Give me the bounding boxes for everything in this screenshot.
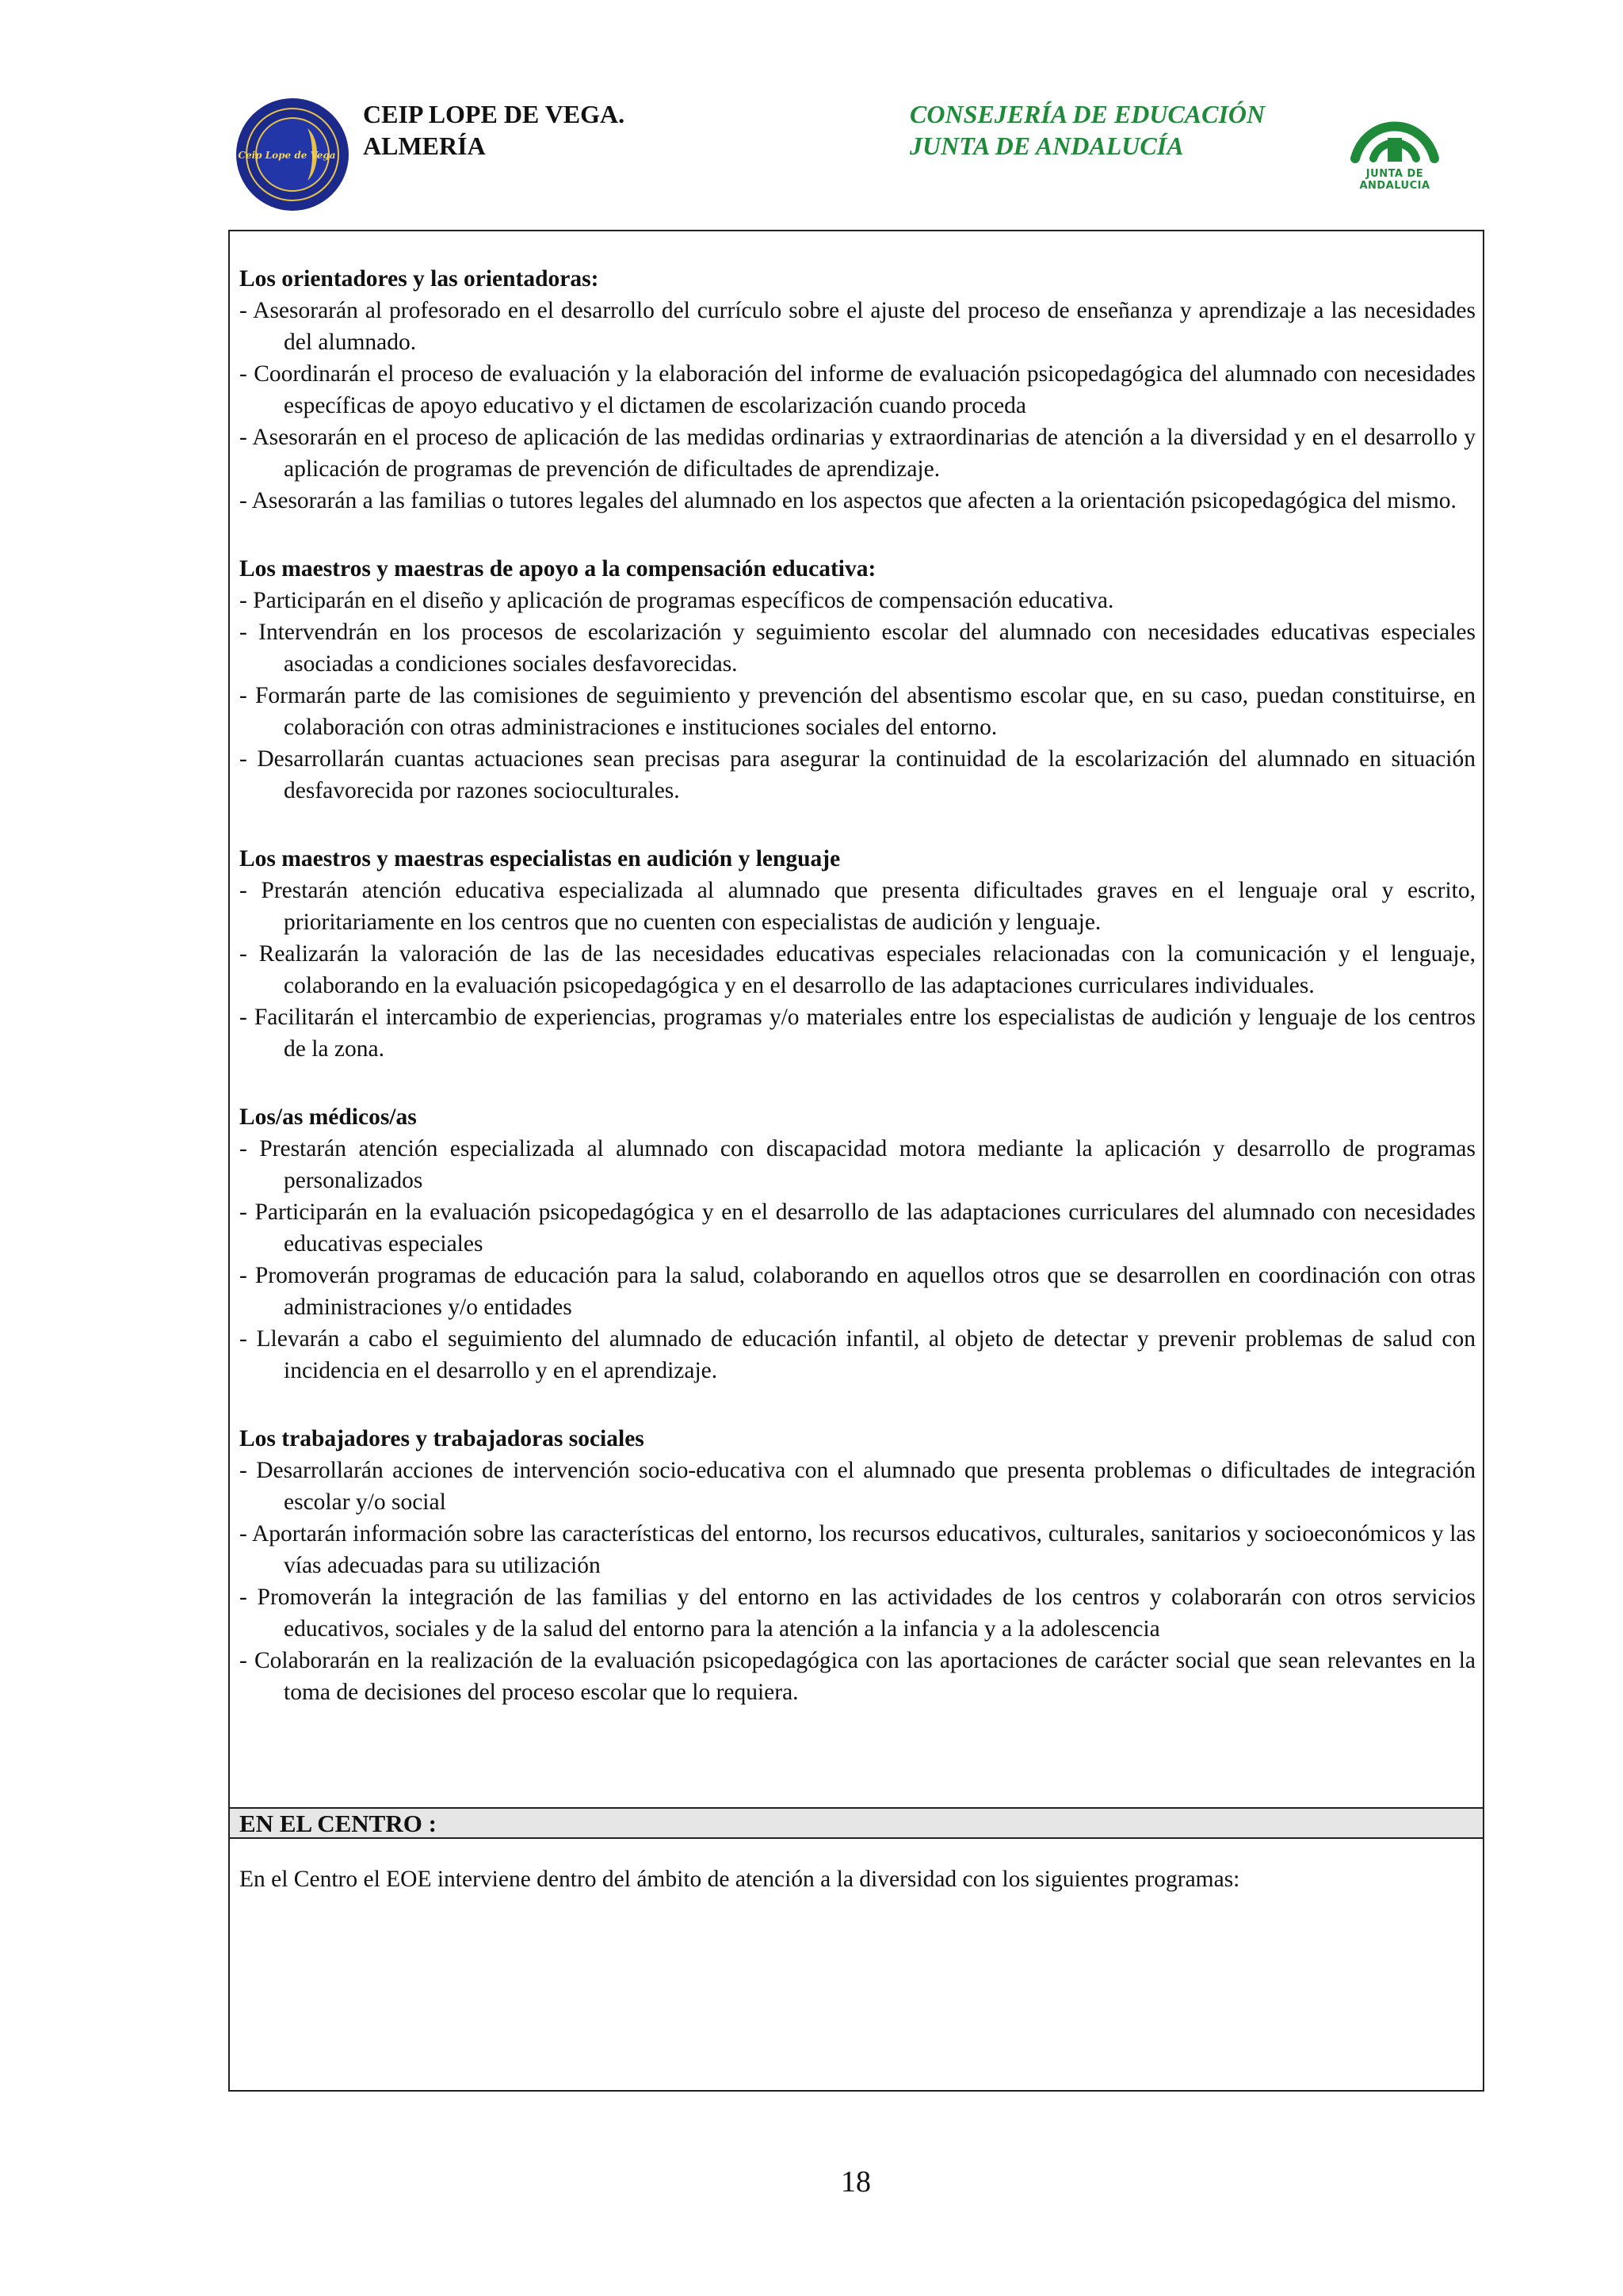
list-item: - Colaborarán en la realización de la evaluación psicopedagógica con las aportaciones de carácter social que sean relevantes en la toma de decisiones del proceso escolar que lo requiera. bbox=[239, 1648, 1476, 1705]
section-title: Los maestros y maestras especialistas en audición y lenguaje bbox=[239, 846, 841, 871]
section-title: Los orientadores y las orientadoras: bbox=[239, 266, 599, 292]
center-heading: EN EL CENTRO : bbox=[239, 1810, 437, 1837]
school-seal-logo bbox=[235, 97, 350, 212]
list-item: - Participarán en la evaluación psicopedagógica y en el desarrollo de las adaptaciones curriculares del alumnado con necesidades educativas especiales bbox=[239, 1199, 1476, 1257]
consejeria-line2: JUNTA DE ANDALUCÍA bbox=[910, 132, 1184, 160]
school-name-line1: CEIP LOPE DE VEGA. bbox=[363, 100, 625, 128]
list-item: - Aportarán información sobre las características del entorno, los recursos educativos, culturales, sanitarios y socioeconómicos y las vías adecuadas para su utilización bbox=[239, 1521, 1476, 1578]
list-item: - Desarrollarán cuantas actuaciones sean precisas para asegurar la continuidad de la escolarización del alumnado en situación desfavorecida por razones socioculturales. bbox=[239, 746, 1476, 803]
consejeria-name bbox=[910, 98, 1265, 162]
center-heading-band bbox=[230, 1807, 1483, 1839]
role-section bbox=[239, 263, 1476, 517]
section-title: Los/as médicos/as bbox=[239, 1104, 417, 1130]
list-item: - Prestarán atención especializada al alumnado con discapacidad motora mediante la aplicación y desarrollo de programas personalizados bbox=[239, 1136, 1476, 1193]
list-item: - Facilitarán el intercambio de experiencias, programas y/o materiales entre los especialistas de audición y lenguaje de los centros de la zona. bbox=[239, 1005, 1476, 1062]
list-item: - Coordinarán el proceso de evaluación y la elaboración del informe de evaluación psicopedagógica del alumnado con necesidades específicas de apoyo educativo y el dictamen de escolarización cuando proceda bbox=[239, 361, 1476, 418]
list-item: - Realizarán la valoración de las de las necesidades educativas especiales relacionadas con la comunicación y el lenguaje, colaborando en la evaluación psicopedagógica y en el desarrollo de las adaptaciones curriculares individuales. bbox=[239, 941, 1476, 998]
consejeria-line1: CONSEJERÍA DE EDUCACIÓN bbox=[910, 100, 1266, 128]
center-text: En el Centro el EOE interviene dentro del ámbito de atención a la diversidad con los siguientes programas: bbox=[239, 1867, 1240, 1892]
section-title: Los maestros y maestras de apoyo a la compensación educativa: bbox=[239, 556, 876, 582]
school-name-line2: ALMERÍA bbox=[363, 132, 486, 160]
list-item: - Asesorarán en el proceso de aplicación de las medidas ordinarias y extraordinarias de atención a la diversidad y en el desarrollo y aplicación de programas de prevención de dificultades de aprendizaje. bbox=[239, 425, 1476, 482]
list-item: - Promoverán la integración de las familias y del entorno en las actividades de los centros y colaborarán con otros servicios educativos, sociales y de la salud del entorno para la atención a la infancia y a la adolescencia bbox=[239, 1585, 1476, 1642]
list-item: - Promoverán programas de educación para la salud, colaborando en aquellos otros que se desarrollen en coordinación con otras administraciones y/o entidades bbox=[239, 1263, 1476, 1320]
list-item: - Asesorarán a las familias o tutores legales del alumnado en los aspectos que afecten a la orientación psicopedagógica del mismo. bbox=[239, 488, 1457, 513]
list-item: - Prestarán atención educativa especializada al alumnado que presenta dificultades graves en el lenguaje oral y escrito, prioritariamente en los centros que no cuenten con especialistas de audición y lenguaje. bbox=[239, 878, 1476, 935]
role-section bbox=[239, 1423, 1476, 1708]
list-item: - Asesorarán al profesorado en el desarrollo del currículo sobre el ajuste del proceso de enseñanza y aprendizaje a las necesidades del alumnado. bbox=[239, 298, 1476, 355]
letterhead bbox=[0, 0, 1623, 222]
list-item: - Llevarán a cabo el seguimiento del alumnado de educación infantil, al objeto de detectar y prevenir problemas de salud con incidencia en el desarrollo y en el aprendizaje. bbox=[239, 1326, 1476, 1383]
role-section bbox=[239, 553, 1476, 807]
list-item: - Formarán parte de las comisiones de seguimiento y prevención del absentismo escolar que, en su caso, puedan constituirse, en colaboración con otras administraciones e instituciones sociales del entorno. bbox=[239, 683, 1476, 740]
school-name bbox=[363, 98, 624, 162]
role-section bbox=[239, 1101, 1476, 1386]
page-number: 18 bbox=[841, 2165, 871, 2199]
section-title: Los trabajadores y trabajadoras sociales bbox=[239, 1426, 644, 1451]
seal-text: Ceip Lope de Vega bbox=[238, 150, 336, 161]
list-item: - Intervendrán en los procesos de escolarización y seguimiento escolar del alumnado con necesidades educativas especiales asociadas a condiciones sociales desfavorecidas. bbox=[239, 620, 1476, 677]
list-item: - Desarrollarán acciones de intervención socio-educativa con el alumnado que presenta problemas o dificultades de integración escolar y/o social bbox=[239, 1458, 1476, 1515]
junta-logo-caption: JUNTA DE ANDALUCIA bbox=[1359, 168, 1430, 192]
sections-container bbox=[239, 263, 1476, 1745]
list-item: - Participarán en el diseño y aplicación de programas específicos de compensación educativa. bbox=[239, 588, 1114, 613]
content-frame bbox=[228, 230, 1484, 2092]
role-section bbox=[239, 843, 1476, 1065]
